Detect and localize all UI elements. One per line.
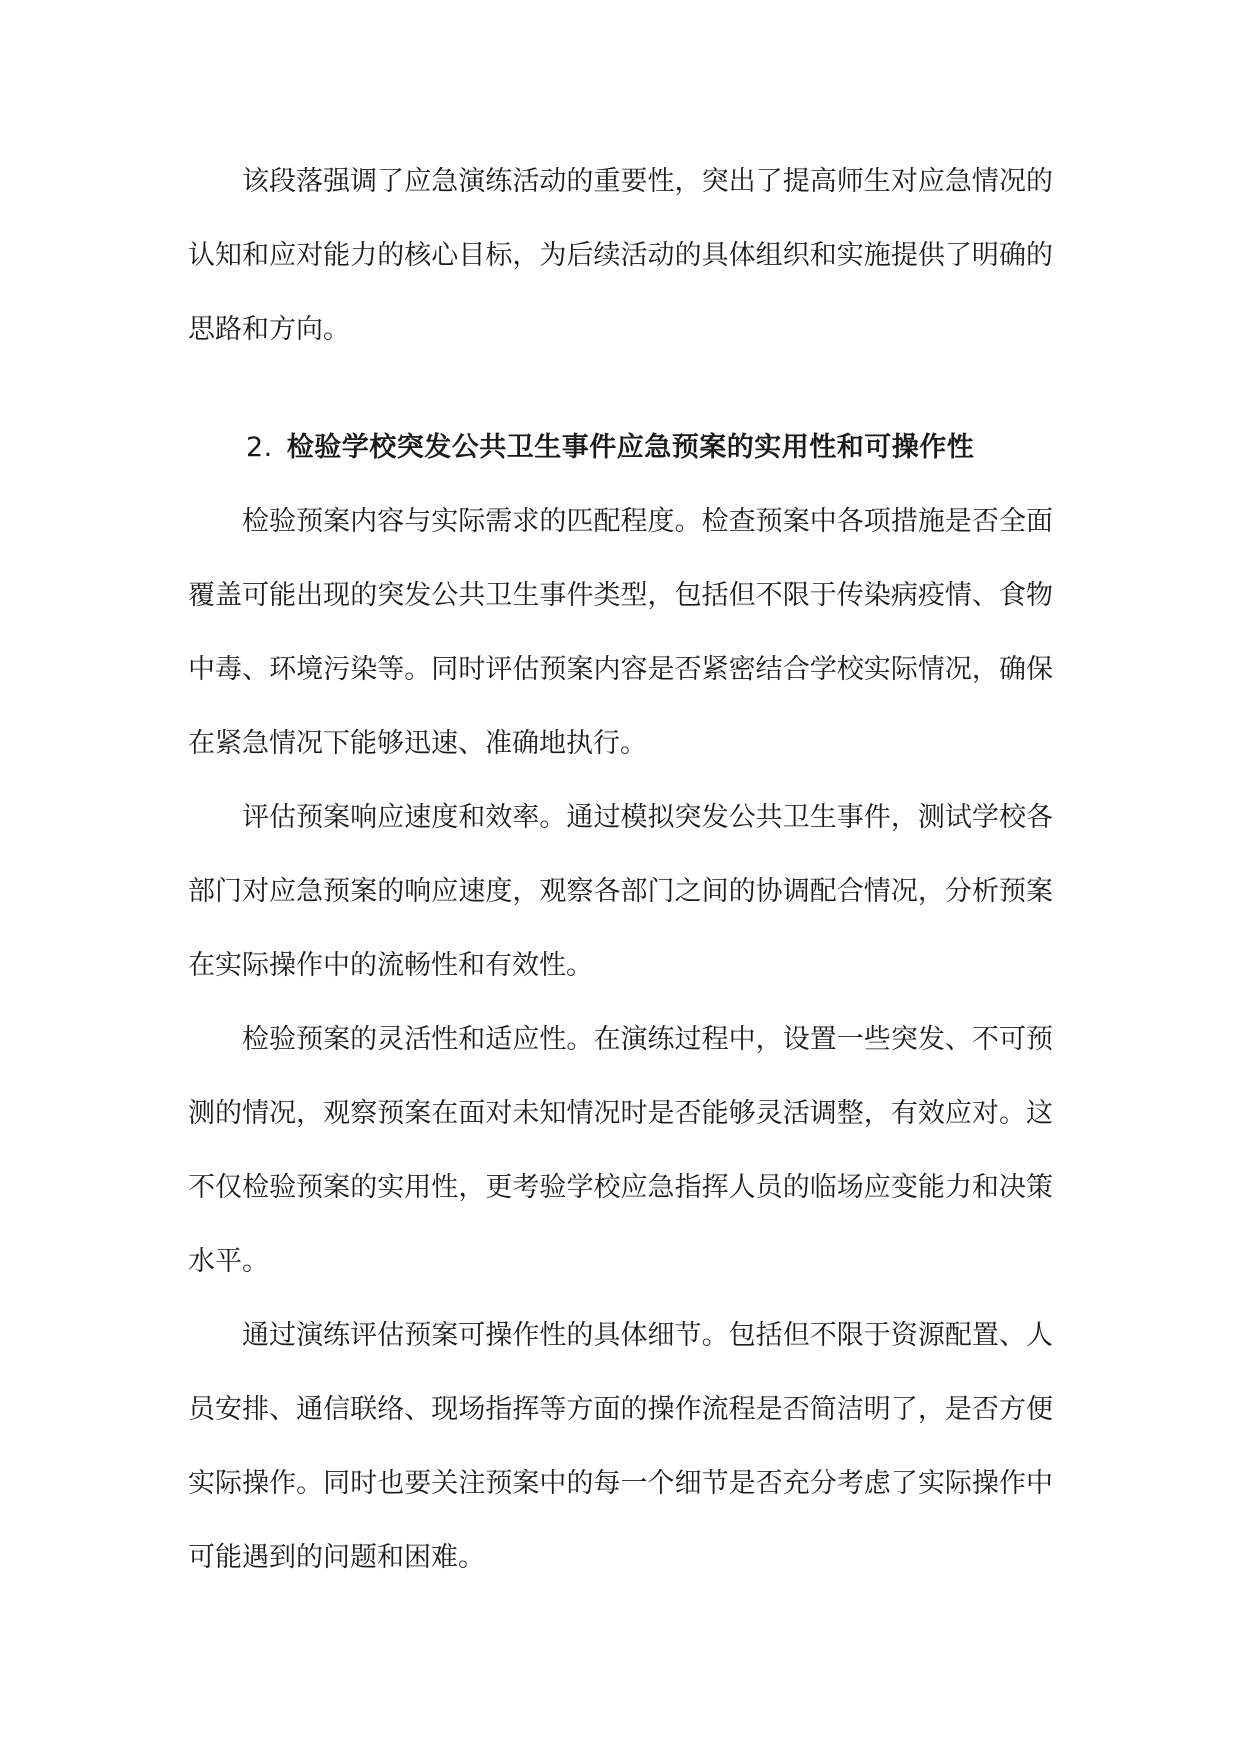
paragraph-plan-matching: 检验预案内容与实际需求的匹配程度。检查预案中各项措施是否全面覆盖可能出现的突发公共卫生事件类型，包括但不限于传染病疫情、食物中毒、环境污染等。同时评估预案内容是否紧密结合学校实际情况，确保在紧急情况下能够迅速、准确地执行。 — [188, 506, 1053, 759]
section-title: 检验学校突发公共卫生事件应急预案的实用性和可操作性 — [286, 432, 975, 463]
section-spacer — [188, 367, 1053, 411]
section-heading — [188, 411, 1053, 485]
section-number: 2. — [246, 432, 273, 463]
intro-paragraph: 该段落强调了应急演练活动的重要性，突出了提高师生对应急情况的认知和应对能力的核心目标，为后续活动的具体组织和实施提供了明确的思路和方向。 — [188, 166, 1053, 345]
paragraph-operability-details: 通过演练评估预案可操作性的具体细节。包括但不限于资源配置、人员安排、通信联络、现场指挥等方面的操作流程是否简洁明了，是否方便实际操作。同时也要关注预案中的每一个细节是否充分考虑了实际操作中可能遇到的问题和困难。 — [188, 1320, 1053, 1573]
paragraph-flexibility: 检验预案的灵活性和适应性。在演练过程中，设置一些突发、不可预测的情况，观察预案在面对未知情况时是否能够灵活调整，有效应对。这不仅检验预案的实用性，更考验学校应急指挥人员的临场应变能力和决策水平。 — [188, 1024, 1053, 1277]
document-body — [188, 145, 1053, 1595]
paragraph-response-speed: 评估预案响应速度和效率。通过模拟突发公共卫生事件，测试学校各部门对应急预案的响应速度，观察各部门之间的协调配合情况，分析预案在实际操作中的流畅性和有效性。 — [188, 802, 1053, 981]
